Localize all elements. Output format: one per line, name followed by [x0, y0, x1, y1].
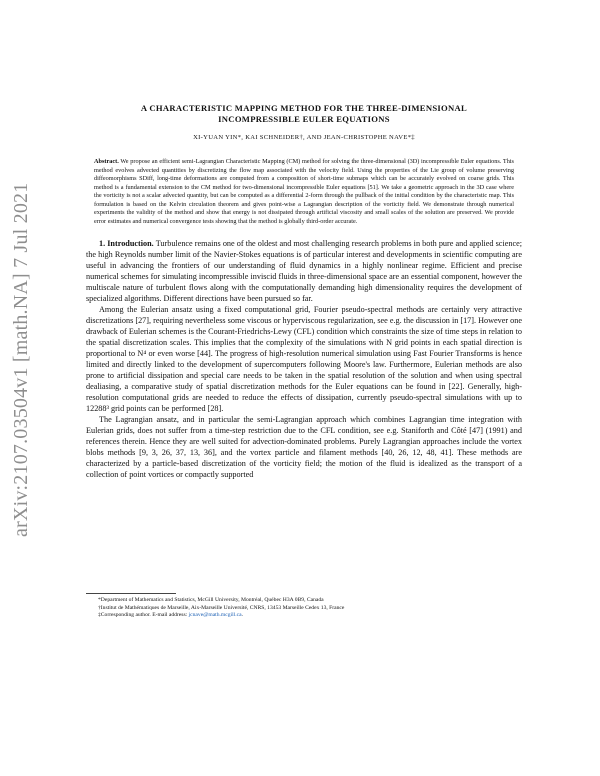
footnote-affiliation-marseille: †Institut de Mathématiques de Marseille, Aix-Marseille Université, CNRS, 13453 Marseille Cedex 13, France	[98, 604, 345, 611]
footnote-corresponding-author	[86, 612, 522, 620]
abstract-text: We propose an efficient semi-Lagrangian Characteristic Mapping (CM) method for solving the three-dimensional (3D) incompressible Euler equations. This method evolves advected quantities by discretizing the flow map associated with the velocity field. Using the properties of the Lie group of volume preserving diffeomorphisms SDiff, long-time deformations are computed from a composition of short-time submaps which can be accurately evolved on coarse grids. This method is a fundamental extension to the CM method for two-dimensional incompressible Euler equations [51]. We take a geometric approach in the 3D case where the vorticity is not a scalar advected quantity, but can be computed as a differential 2-form through the pullback of the initial condition by the characteristic map. This formulation is based on the Kelvin circulation theorem and gives point-wise a Lagrangian description of the vorticity field. We demonstrate through numerical experiments the validity of the method and show that energy is not dissipated through artificial viscosity and small scales of the solution are preserved. We provide error estimates and numerical convergence tests showing that the method is globally third-order accurate.	[94, 158, 514, 225]
author-list: XI-YUAN YIN*, KAI SCHNEIDER†, AND JEAN-CHRISTOPHE NAVE*‡	[193, 134, 415, 141]
title-line-2: INCOMPRESSIBLE EULER EQUATIONS	[218, 114, 390, 124]
corresponding-email-link[interactable]: jcnave@math.mcgill.ca	[188, 612, 242, 619]
section-heading: 1. Introduction.	[99, 239, 154, 248]
corresponding-author-label: ‡Corresponding author. E-mail address:	[98, 612, 188, 619]
abstract	[94, 158, 514, 226]
intro-paragraph-2: Among the Eulerian ansatz using a fixed computational grid, Fourier pseudo-spectral methods are certainly very attractive discretizations [27], requiring nevertheless some viscous or hyperviscous regularization, see e.g. the discussion in [17]. However one drawback of Eulerian schemes is the Courant-Friedrichs-Lewy (CFL) condition which constraints the size of time steps in relation to the spatial discretization scales. This implies that the complexity of the simulations with N grid points in each spatial direction is proportional to N⁴ or even worse [44]. The progress of high-resolution numerical simulation using Fast Fourier Transforms is hence limited and directly linked to the development of supercomputers following Moore's law. Furthermore, Eulerian methods are also prone to artificial dissipation and special care needs to be taken in the spatial resolution of the solution and when using spectral dealiasing, a comparative study of spatial discretization methods for the Euler equations can be found in [22]. Generally, high-resolution computational grids are needed to reduce the effects of dissipation, currently pseudo-spectral simulations with up to 12288³ grid points can be performed [28].	[86, 305, 522, 413]
footnote-affiliation-mcgill: *Department of Mathematics and Statistics, McGill University, Montréal, Québec H3A 0B9, Canada	[98, 597, 324, 603]
arxiv-identifier-stamp: arXiv:2107.03504v1 [math.NA] 7 Jul 2021	[10, 182, 32, 538]
footnotes	[86, 593, 522, 620]
intro-paragraph-1-text: Turbulence remains one of the oldest and most challenging research problems in both pure and applied science; the high Reynolds number limit of the Navier-Stokes equations is of particular interest and developments in scientific computing are useful in advancing the frontiers of our understanding of fluid dynamics in a highly nonlinear regime. Efficient and precise numerical schemes for simulating incompressible inviscid fluids in three-dimensional space are an essential component, however the multiscale nature of turbulent flows along with the computationally demanding high dimensionality requires the development of specialized algorithms. Different directions have been pursued so far.	[86, 239, 522, 303]
introduction-section	[86, 238, 522, 480]
footnote-period: .	[241, 612, 243, 619]
paper-title	[86, 103, 522, 125]
paper-first-page	[86, 103, 522, 480]
abstract-label: Abstract.	[94, 158, 119, 165]
intro-paragraph-1	[86, 238, 522, 304]
footnote-rule	[86, 593, 176, 594]
title-line-1: A CHARACTERISTIC MAPPING METHOD FOR THE THREE-DIMENSIONAL	[140, 103, 468, 113]
intro-paragraph-3: The Lagrangian ansatz, and in particular the semi-Lagrangian approach which combines Lagrangian time integration with Eulerian grids, does not suffer from a time-step restriction due to the CFL condition, see e.g. Staniforth and Côté [47] (1991) and references therein. Hence they are well suited for advection-dominated problems. Purely Lagrangian approaches include the vortex blobs methods [9, 3, 26, 37, 13, 36], and the vortex particle and filament methods [40, 26, 12, 48, 41]. These methods are characterized by a particle-based discretization of the vorticity field; the motion of the fluid is idealized as the transport of a collection of point vortices or compactly supported	[86, 415, 522, 479]
